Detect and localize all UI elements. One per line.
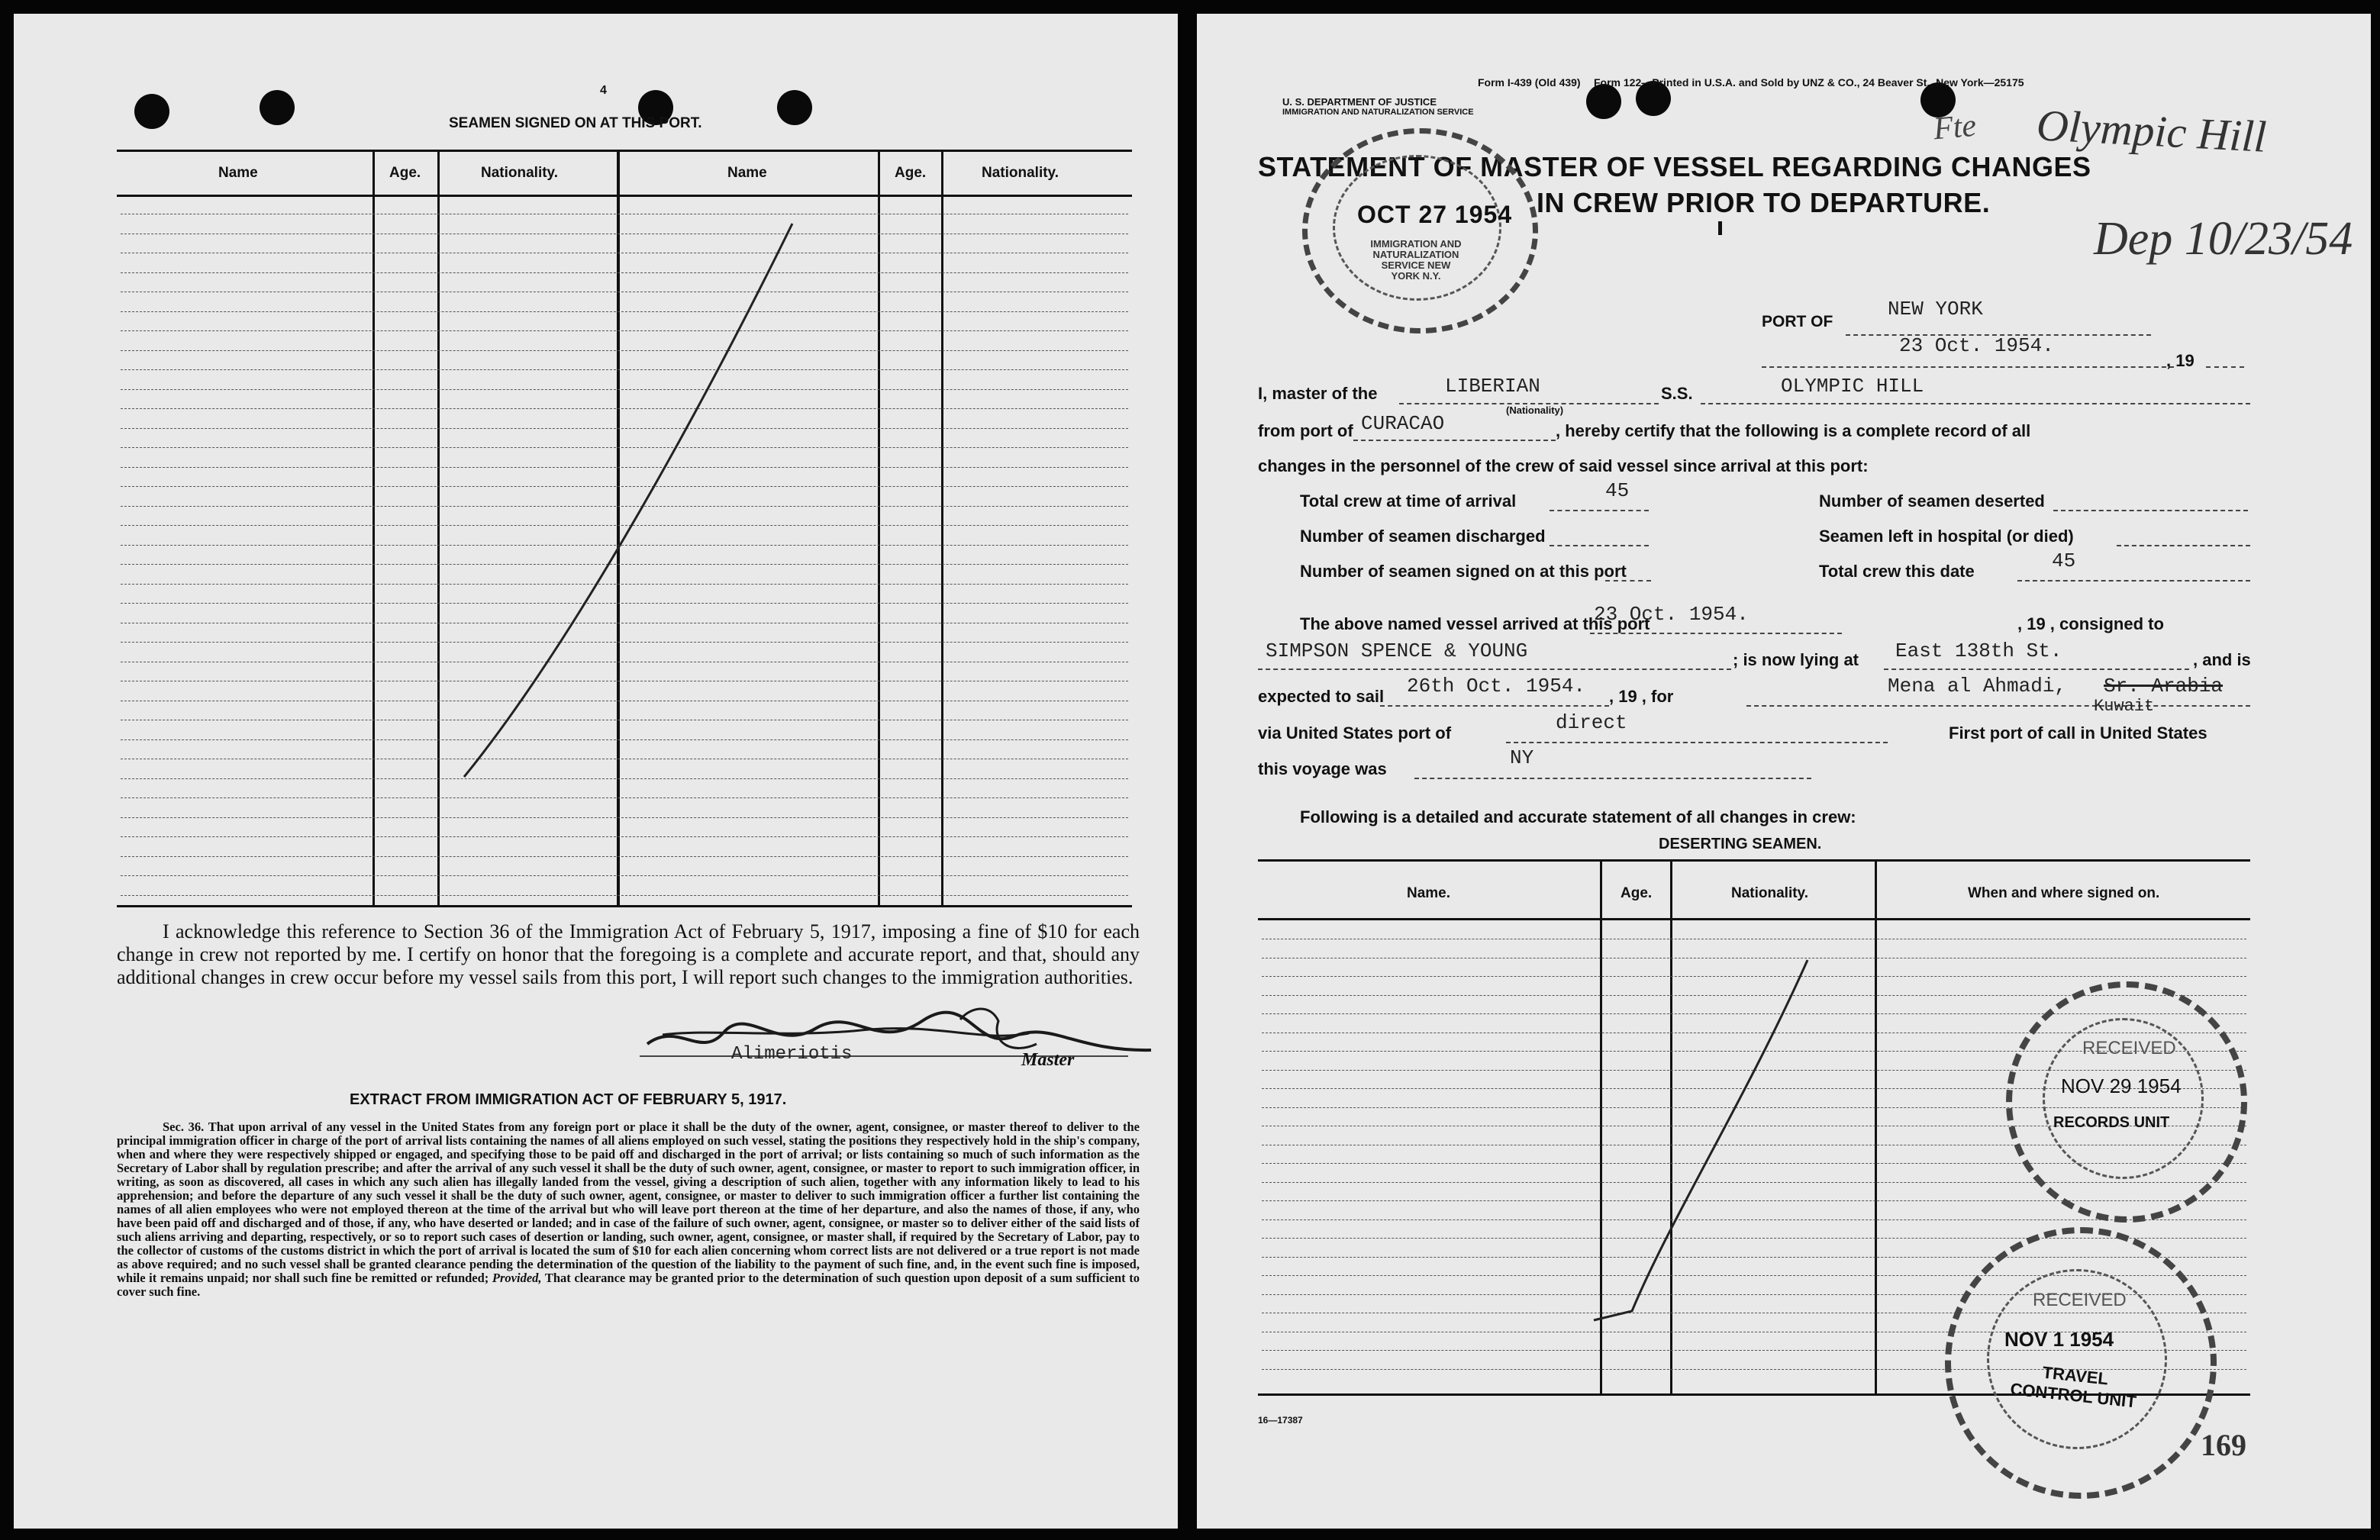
master-prefix: I, master of the — [1258, 384, 1378, 403]
ss-label: S.S. — [1661, 384, 1693, 403]
changes-text: changes in the personnel of the crew of said vessel since arrival at this port: — [1258, 456, 1869, 475]
expected-value: 26th Oct. 1954. — [1407, 675, 1586, 698]
extract-text — [117, 1120, 1140, 1299]
following-text: Following is a detailed and accurate statement of all changes in crew: — [1300, 807, 1856, 826]
handwritten-departure-date: Dep 10/23/54 — [2094, 213, 2353, 265]
arrival-stamp-date: OCT 27 1954 — [1357, 201, 1513, 228]
voyage-value: NY — [1510, 746, 1534, 769]
travel-control-date: NOV 1 1954 — [2004, 1328, 2114, 1351]
total-crew-arrival-label: Total crew at time of arrival — [1300, 491, 1517, 511]
date-suffix: , 19 — [2166, 351, 2195, 370]
first-port-label: First port of call in United States — [1949, 723, 2207, 743]
port-label: PORT OF — [1762, 313, 1833, 330]
form-title-line-2: IN CREW PRIOR TO DEPARTURE. — [1537, 187, 1991, 218]
for-struck-value: Sr. Arabia — [2104, 675, 2224, 698]
seamen-deserted-label: Number of seamen deserted — [1819, 491, 2045, 511]
seamen-discharged-label: Number of seamen discharged — [1300, 527, 1546, 546]
footer-code: 16—17387 — [1258, 1415, 1303, 1426]
deserting-col-age: Age. — [1621, 885, 1653, 901]
handwritten-ship-name: Olympic Hill — [2035, 100, 2268, 162]
via-value: direct — [1556, 711, 1627, 734]
form-number: Form I-439 (Old 439) — [1478, 76, 1581, 89]
vessel-value: OLYMPIC HILL — [1781, 375, 1924, 398]
deserting-col-name: Name. — [1407, 885, 1451, 901]
arrived-value: 23 Oct. 1954. — [1594, 603, 1749, 626]
lying-value: East 138th St. — [1895, 640, 2062, 662]
via-label: via United States port of — [1258, 723, 1452, 743]
consigned-label: , 19 , consigned to — [2017, 614, 2164, 633]
col-header-age: Age. — [895, 165, 927, 181]
from-port-value: CURACAO — [1361, 412, 1445, 435]
date-value: 23 Oct. 1954. — [1899, 334, 2054, 357]
consignee-value: SIMPSON SPENCE & YOUNG — [1266, 640, 1528, 662]
handwritten-mark: Fte — [1932, 108, 1978, 147]
for-value: Mena al Ahmadi, — [1888, 675, 2067, 698]
for-label: , 19 , for — [1609, 687, 1674, 706]
seamen-hospital-label: Seamen left in hospital (or died) — [1819, 527, 2074, 546]
travel-control-received: RECEIVED — [2033, 1290, 2127, 1310]
page-stamp-number: 169 — [2201, 1428, 2246, 1462]
travel-control-unit: TRAVEL CONTROL UNIT — [2009, 1362, 2137, 1412]
col-header-nationality: Nationality. — [481, 165, 558, 181]
printer-line: Form 122—Printed in U.S.A. and Sold by UNZ & CO., 24 Beaver St., New York—25175 — [1594, 76, 2024, 89]
seamen-signed-heading: SEAMEN SIGNED ON AT THIS PORT. — [449, 115, 702, 131]
extract-lead: Sec. 36. — [163, 1120, 205, 1134]
col-header-nationality: Nationality. — [982, 165, 1059, 181]
page-number: 4 — [600, 84, 607, 97]
col-header-name: Name — [727, 165, 767, 181]
arrival-stamp-agency: IMMIGRATION AND NATURALIZATION SERVICE NEW YORK N.Y. — [1370, 238, 1462, 282]
total-crew-date-value: 45 — [2052, 549, 2076, 572]
and-is: , and is — [2193, 650, 2251, 669]
extract-body: That upon arrival of any vessel in the United States from any foreign port or place it shall be the duty of the owner, agent, consignee, or master thereof to deliver to the principal immigration officer in charge of the port of arrival lists containing the names of all aliens employed on such vessel, stating the positions they respectively hold in the ship's company, when and where they were respectively shipped or engaged, and specifying those to be paid off and discharged in the port of arrival; or lists containing so much of such information as the Secretary of Labor shall by regulation prescribe; and after the arrival of any such vessel it shall be the duty of such owner, agent, consignee, or master to report to such immigration officer, in writing, as soon as discovered, all cases in which any such alien has illegally landed from the vessel, giving a description of such alien, together with any information likely to lead to his apprehension; and before the departure of any such vessel it shall be the duty of such owner, agent, consignee, or master to deliver to such immigration officer a further list containing the names of all alien employees who were not employed thereon at the time of the arrival but who will leave port thereon at the time of her departure, and also the names of those, if any, who have been paid off and discharged and of those, if any, who have deserted or landed; and in case of the failure of such owner, agent, consignee, or master so to deliver either of the said lists of such aliens arriving and departing, respectively, or so to report such cases of desertion or landing, such owner, agent, consignee, or master shall, if required by the Secretary of Labor, pay to the collector of customs of the customs district in which the port of arrival is located the sum of $10 for each alien concerning whom correct lists are not delivered or a true report is not made as above required; and no such vessel shall be granted clearance pending the determination of the question of the liability to the payment of such fine, and, in the event such fine is imposed, while it remains unpaid; nor shall such fine be remitted or refunded; — [117, 1120, 1140, 1285]
lying-label: ; is now lying at — [1733, 650, 1859, 669]
deserting-col-signed-on: When and where signed on. — [1968, 885, 2160, 901]
extract-tail: That clearance may be granted prior to the determination of such question upon deposit of a sum sufficient to cover such fine. — [117, 1271, 1140, 1299]
left-page — [14, 14, 1178, 1529]
department-line-2: IMMIGRATION AND NATURALIZATION SERVICE — [1282, 108, 1474, 117]
form-title-line-1: STATEMENT OF MASTER OF VESSEL REGARDING CHANGES — [1258, 151, 2091, 182]
certify-text: , hereby certify that the following is a complete record of all — [1556, 421, 2031, 440]
records-unit-label: RECORDS UNIT — [2053, 1114, 2170, 1131]
port-value: NEW YORK — [1888, 298, 1983, 321]
voyage-label: this voyage was — [1258, 759, 1387, 778]
cancel-slash — [14, 14, 1178, 1529]
master-signature — [632, 998, 1182, 1082]
seamen-signed-label: Number of seamen signed on at this port — [1300, 562, 1627, 581]
extract-title: EXTRACT FROM IMMIGRATION ACT OF FEBRUARY 5, 1917. — [350, 1091, 787, 1108]
records-unit-date: NOV 29 1954 — [2061, 1074, 2182, 1097]
extract-provided: Provided, — [492, 1271, 542, 1285]
deserting-col-nationality: Nationality. — [1731, 885, 1808, 901]
col-header-name: Name — [218, 165, 258, 181]
nationality-value: LIBERIAN — [1445, 375, 1540, 398]
arrived-label: The above named vessel arrived at this port — [1300, 614, 1650, 633]
deserting-heading: DESERTING SEAMEN. — [1659, 836, 1822, 852]
expected-label: expected to sail — [1258, 687, 1385, 706]
signature-typed-name: Alimeriotis — [731, 1044, 853, 1065]
total-crew-date-label: Total crew this date — [1819, 562, 1975, 581]
master-label: Master — [1021, 1050, 1075, 1070]
nationality-caption: (Nationality) — [1506, 404, 1564, 416]
from-port-label: from port of — [1258, 421, 1353, 440]
right-page — [1197, 14, 2371, 1529]
records-unit-received: RECEIVED — [2082, 1038, 2176, 1058]
for-inserted-value: Kuwait — [2094, 697, 2155, 716]
department-line: U. S. DEPARTMENT OF JUSTICE — [1282, 96, 1437, 108]
col-header-age: Age. — [389, 165, 421, 181]
total-crew-arrival-value: 45 — [1605, 479, 1630, 502]
acknowledgment-paragraph: I acknowledge this reference to Section 36 of the Immigration Act of February 5, 1917, imposing a fine of $10 for each change in crew not reported by me. I certify on honor that the foregoing is a complete and accurate report, and that, should any additional changes in crew occur before my vessel sails from this port, I will report such changes to the immigration authorities. — [117, 920, 1140, 988]
